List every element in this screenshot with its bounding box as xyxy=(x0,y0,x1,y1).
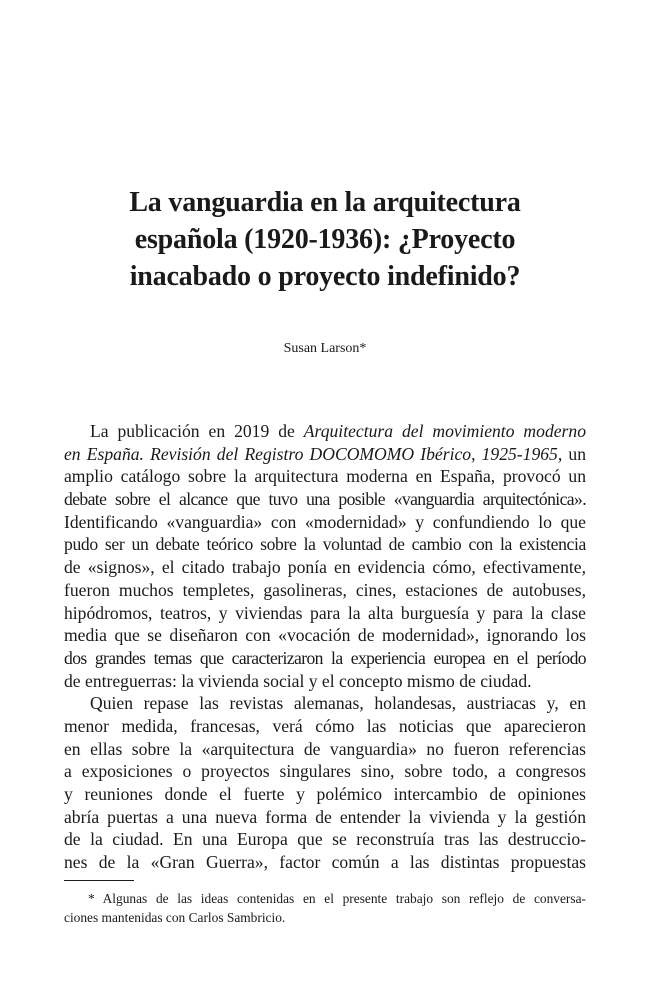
page-title xyxy=(60,184,590,295)
title-line-1: La vanguardia en la arquitectura xyxy=(129,187,521,218)
text-line xyxy=(64,420,586,443)
text-line xyxy=(64,443,586,466)
book-subtitle-italic: en España. Revisión del Registro DOCOMOMO Ibérico, 1925-1965, xyxy=(64,443,563,464)
text-line: en ellas sobre la «arquitectura de vanguardia» no fueron referencias xyxy=(64,738,586,759)
text-line: pudo ser un debate teórico sobre la voluntad de cambio con la existencia xyxy=(64,534,586,555)
paragraph-2 xyxy=(64,692,586,874)
text-line: fueron muchos templetes, gasolineras, cines, estaciones de autobuses, xyxy=(64,579,586,600)
footnote-line: * Algunas de las ideas contenidas en el presente trabajo son reflejo de conversa- xyxy=(88,891,586,906)
author-name: Susan Larson* xyxy=(283,341,367,356)
text-run: La publicación en 2019 de xyxy=(90,421,304,441)
paragraph-1 xyxy=(64,420,586,692)
footnote-divider xyxy=(64,880,134,881)
text-line: dos grandes temas que caracterizaron la experiencia europea en el período xyxy=(64,647,586,668)
text-line: nes de la «Gran Guerra», factor común a las distintas propuestas xyxy=(64,852,586,873)
text-line: de «signos», el citado trabajo ponía en evidencia cómo, efectivamente, xyxy=(64,557,586,578)
book-title-italic: Arquitectura del movimiento moderno xyxy=(303,421,586,441)
text-line: debate sobre el alcance que tuvo una posible «vanguardia arquitectónica». xyxy=(64,489,586,510)
text-line: amplio catálogo sobre la arquitectura moderna en España, provocó un xyxy=(64,466,586,487)
title-line-3: inacabado o proyecto indefinido? xyxy=(129,261,521,292)
footnote-line: ciones mantenidas con Carlos Sambricio. xyxy=(64,910,286,925)
body-text xyxy=(64,420,586,874)
text-line: Quien repase las revistas alemanas, holandesas, austriacas y, en xyxy=(90,693,586,714)
text-line: abría puertas a una nueva forma de entender la vivienda y la gestión xyxy=(64,806,586,827)
footnote xyxy=(64,889,586,927)
text-line: media que se diseñaron con «vocación de modernidad», ignorando los xyxy=(64,625,586,646)
text-line: a exposiciones o proyectos singulares sino, sobre todo, a congresos xyxy=(64,761,586,782)
text-line: y reuniones donde el fuerte y polémico intercambio de opiniones xyxy=(64,784,586,804)
text-line: menor medida, francesas, verá cómo las noticias que aparecieron xyxy=(64,715,586,736)
text-line: hipódromos, teatros, y viviendas para la alta burguesía y para la clase xyxy=(64,602,586,623)
text-line: de entreguerras: la vivienda social y el concepto mismo de ciudad. xyxy=(64,670,532,691)
title-line-2: española (1920-1936): ¿Proyecto xyxy=(134,224,516,255)
text-line: de la ciudad. En una Europa que se reconstruía tras las destruccio- xyxy=(64,829,586,850)
text-run: un xyxy=(562,443,586,464)
text-line: Identificando «vanguardia» con «modernidad» y confundiendo lo que xyxy=(64,511,586,532)
